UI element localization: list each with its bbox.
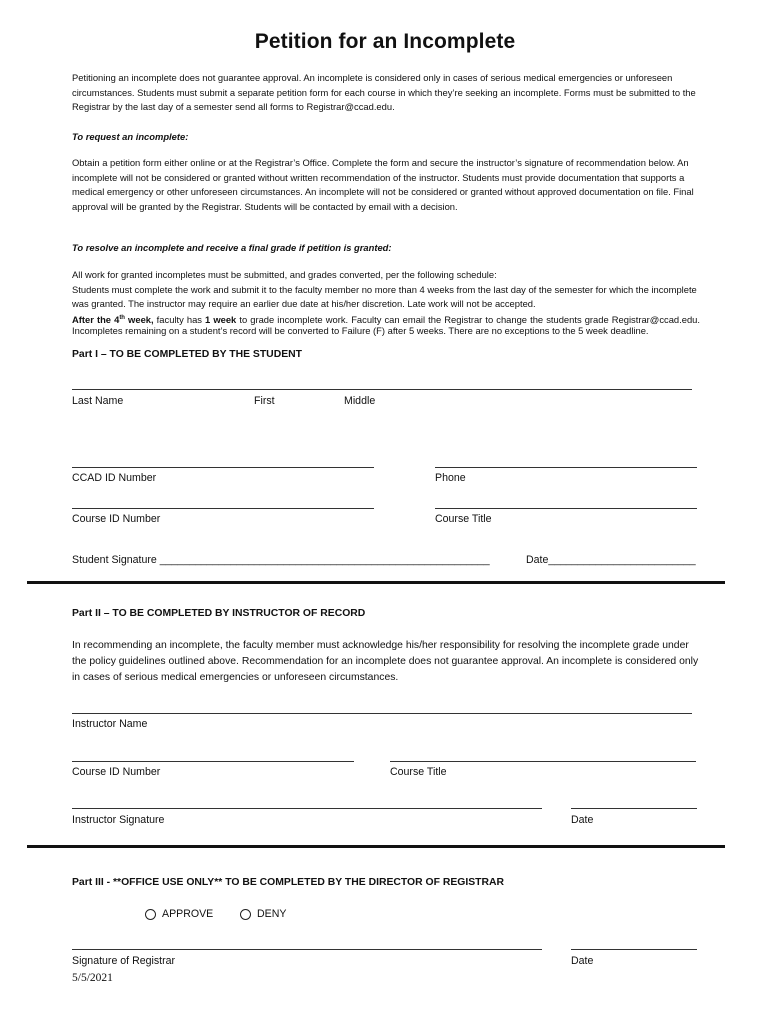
intro-paragraph (72, 71, 700, 115)
last-name-label: Last Name (72, 395, 124, 407)
registrar-date-field[interactable] (571, 949, 697, 950)
middle-name-label: Middle (344, 395, 376, 407)
phone-label: Phone (435, 472, 466, 484)
course-id-label: Course ID Number (72, 513, 161, 525)
deny-label: DENY (257, 908, 287, 920)
registrar-signature-label: Signature of Registrar (72, 955, 176, 967)
instructor-name-field[interactable] (72, 713, 692, 714)
part1-heading: Part I – TO BE COMPLETED BY THE STUDENT (72, 349, 302, 360)
part2-heading: Part II – TO BE COMPLETED BY INSTRUCTOR OF RECORD (72, 608, 366, 619)
resolve-paragraph (72, 268, 700, 337)
page-title: Petition for an Incomplete (254, 30, 516, 53)
approve-label: APPROVE (162, 908, 214, 920)
phone-field[interactable] (435, 467, 697, 468)
section-divider-1 (27, 581, 725, 584)
approve-option[interactable] (145, 908, 213, 920)
part2-paragraph: In recommending an incomplete, the faculty member must acknowledge his/her responsibility for resolving the incomplete grade under the policy guidelines outlined above. Recommendation for an incomplete does not guarantee approval. An incomplete is considered only in cases of serious medical emergencies or unforeseen circumstances. (72, 640, 699, 683)
request-paragraph (72, 156, 700, 214)
instructor-course-id-label: Course ID Number (72, 766, 161, 778)
approve-radio-icon[interactable] (145, 909, 156, 920)
revision-date: 5/5/2021 (72, 972, 113, 984)
part3-heading: Part III - **OFFICE USE ONLY** TO BE COMPLETED BY THE DIRECTOR OF REGISTRAR (72, 877, 505, 888)
instructor-course-title-label: Course Title (390, 766, 447, 778)
resolve-line-3: After the 4th week, faculty has 1 week to grade incomplete work. Faculty can email the Registrar to change the students grade Registrar@ccad.edu. Incompletes remaining on a student’s record will be converted to Failure (F) after 5 weeks. There are no exceptions to the 5 week deadline. (72, 313, 700, 337)
ccad-id-label: CCAD ID Number (72, 472, 157, 484)
instructor-course-title-field[interactable] (390, 761, 696, 762)
student-signature-field[interactable]: Student Signature ________________________________________________________ (72, 554, 490, 566)
first-name-label: First (254, 395, 275, 407)
deny-radio-icon[interactable] (240, 909, 251, 920)
request-text: Obtain a petition form either online or at the Registrar’s Office. Complete the form and secure the instructor’s signature of recommendation below. An incomplete will not be considered or granted without written recommendation of the instructor. Students must provide documentation that supports a medical emergency or other unforeseen circumstances. An incomplete will not be considered or granted without approved documentation on file. Final approval will be granted by the Registrar. Students will be contacted by email with a decision. (72, 157, 694, 212)
request-heading: To request an incomplete: (72, 131, 189, 142)
instructor-date-field[interactable] (571, 808, 697, 809)
resolve-line-2: Students must complete the work and submit it to the faculty member no more than 4 weeks from the last day of the semester for which the incomplete was granted. The instructor may require an earlier due date at his/her discretion. Late work will not be accepted. (72, 283, 697, 309)
instructor-signature-label: Instructor Signature (72, 814, 165, 826)
instructor-date-label: Date (571, 814, 594, 826)
deny-option[interactable] (240, 908, 286, 920)
instructor-name-label: Instructor Name (72, 718, 148, 730)
resolve-line-1: All work for granted incompletes must be submitted, and grades converted, per the following schedule: (72, 269, 497, 280)
instructor-course-id-field[interactable] (72, 761, 354, 762)
intro-text: Petitioning an incomplete does not guarantee approval. An incomplete is considered only in cases of serious medical emergencies or unforeseen circumstances. Students must submit a separate petition form for each course in which they’re seeking an incomplete. Forms must be submitted to the Registrar by the last day of a semester send all forms to Registrar@ccad.edu. (72, 72, 696, 112)
registrar-date-label: Date (571, 955, 594, 967)
course-title-label: Course Title (435, 513, 492, 525)
course-id-field[interactable] (72, 508, 374, 509)
registrar-signature-field[interactable] (72, 949, 542, 950)
full-name-field[interactable] (72, 389, 692, 390)
course-title-field[interactable] (435, 508, 697, 509)
resolve-heading: To resolve an incomplete and receive a final grade if petition is granted: (72, 242, 392, 253)
ccad-id-field[interactable] (72, 467, 374, 468)
student-date-field[interactable]: Date_________________________ (526, 554, 696, 566)
instructor-signature-field[interactable] (72, 808, 542, 809)
section-divider-2 (27, 845, 725, 848)
